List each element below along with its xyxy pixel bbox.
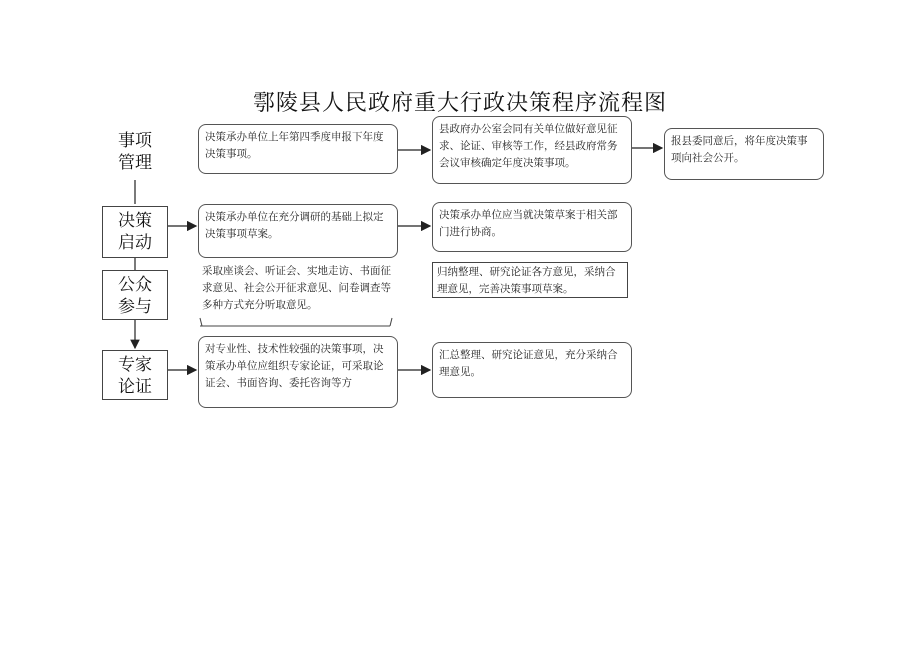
stage-item-management: 事项 管理 bbox=[118, 131, 152, 173]
report-items-box: 决策承办单位上年第四季度申报下年度决策事项。 bbox=[198, 124, 398, 174]
office-review-box: 县政府办公室会同有关单位做好意见征求、论证、审核等工作，经县政府常务会议审核确定年度决策事项。 bbox=[432, 116, 632, 184]
page-title: 鄠陵县人民政府重大行政决策程序流程图 bbox=[252, 91, 667, 116]
report-committee-box: 报县委同意后，将年度决策事项向社会公开。 bbox=[664, 128, 824, 180]
organize-opinions-box: 归纳整理、研究论证各方意见，采纳合理意见，完善决策事项草案。 bbox=[432, 262, 628, 298]
expert-review-box: 对专业性、技术性较强的决策事项，决策承办单位应组织专家论证，可采取论证会、书面咨询、委托咨询等方 bbox=[198, 336, 398, 408]
public-methods-text: 采取座谈会、听证会、实地走访、书面征求意见、社会公开征求意见、问卷调查等多种方式充分听取意见。 bbox=[202, 265, 391, 311]
stage-decision-start: 决策 启动 bbox=[102, 206, 168, 258]
stage-public-participation: 公众 参与 bbox=[102, 270, 168, 320]
stage-expert-argument: 专家 论证 bbox=[102, 350, 168, 400]
draft-plan-box: 决策承办单位在充分调研的基础上拟定决策事项草案。 bbox=[198, 204, 398, 258]
consult-units-box: 决策承办单位应当就决策草案于相关部门进行协商。 bbox=[432, 202, 632, 252]
summarize-opinions-box: 汇总整理、研究论证意见，充分采纳合理意见。 bbox=[432, 342, 632, 398]
